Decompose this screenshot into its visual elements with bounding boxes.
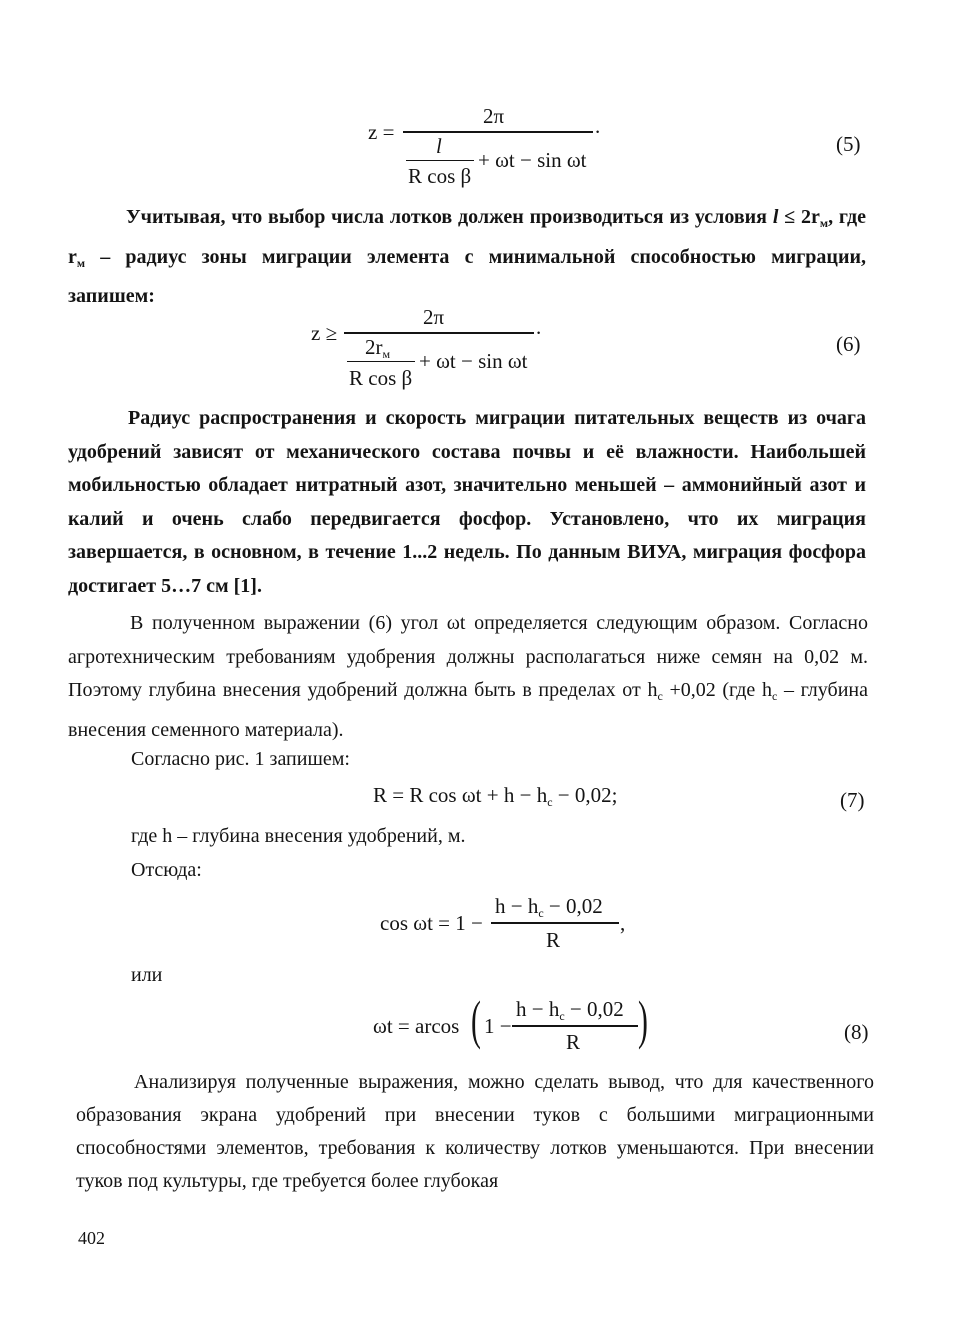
formula-5-lhs: z = [368,120,395,144]
formula-6-tail: + ωt − sin ωt [419,349,528,373]
paragraph-conclusion: Анализируя полученные выражения, можно сделать вывод, что для качественного образования экрана удобрений при внесении туков с большими миграционными способностями элементов, требования к количеству лотков уменьшаются. При внесении туков под культуры, где требуется более глубокая [76,1071,874,1192]
formula-7-expression: R = R $\cos \omega t + h - h_c - 0,02$; [373,783,618,809]
formula-6-inner-denominator: R cos β [349,366,413,390]
formula-6-inner-bar [347,361,415,362]
equation-number-8: (8) [844,1020,869,1044]
formula-cos-numerator: $h - h_c - 0,02$ [495,894,603,920]
formula-6-numerator: 2π [423,305,445,329]
formula-5-tail: + ωt − sin ωt [478,148,587,172]
line-or: или [131,964,163,986]
formula-8-one: 1 − [484,1014,512,1038]
formula-8-numerator: $h - h_c - 0,02$ [516,997,624,1023]
line-figure-reference: Согласно рис. 1 запишем: [131,748,350,770]
formula-cos-lhs: cos ωt = 1 − [380,911,483,935]
formula-6-inner-numerator: $2r_м$ [365,335,391,361]
formula-8-denominator: R [566,1030,581,1054]
paragraph-angle: В полученном выражении (6) угол ωt определяется следующим образом. Согласно агротехническим требованиям удобрения должны располагаться ниже семян на 0,02 м. Поэтому глубина внесения удобрений должна быть в пределах от $h_c +0,02$ (где $h_c$ – глубина внесения семенного материала). [68,612,868,741]
paragraph-migration: Радиус распространения и скорость миграции питательных веществ из очага удобрений зависят от механического состава почвы и её влажности. Наибольшей мобильностью обладает нитратный азот, значительно меньшей – аммонийный азот и калий и очень слабо передвигается фосфор. Установлено, что их миграция завершается, в основном, в течение 1...2 недель. По данным ВИУА, миграция фосфора достигает 5…7 см [1]. [68,407,866,597]
equation-number-7: (7) [840,788,865,812]
formula-5-fraction-bar [403,131,593,133]
left-parenthesis: ( [471,990,481,1050]
paragraph-condition: Учитывая, что выбор числа лотков должен производиться из условия $l \le 2r_м$, где $r_м$ – радиус зоны миграции элемента с минимальной способностью миграции, запишем: [68,206,866,307]
right-parenthesis: ) [638,990,648,1050]
formula-8-lhs: ωt = arcos [373,1014,460,1038]
page-number: 402 [78,1228,105,1248]
formula-5-inner-bar [406,160,474,161]
formula-6-lhs: z ≥ [311,321,338,345]
formula-6-end: . [536,315,542,339]
formula-5-inner-denominator: R cos β [408,164,472,188]
equation-number-6: (6) [836,332,861,356]
formula-5-numerator: 2π [483,104,505,128]
formula-cos-end: , [620,911,626,935]
line-hence: Отсюда: [131,859,202,881]
formula-5-inner-numerator: l [436,134,442,158]
equation-number-5: (5) [836,132,861,156]
line-where-h: где h – глубина внесения удобрений, м. [131,825,466,847]
formula-cos-denominator: R [546,928,561,952]
formula-5-end: . [595,114,601,138]
formula-6-fraction-bar [344,332,534,334]
formula-8-fraction-bar [512,1025,638,1027]
formula-cos-fraction-bar [491,922,619,924]
